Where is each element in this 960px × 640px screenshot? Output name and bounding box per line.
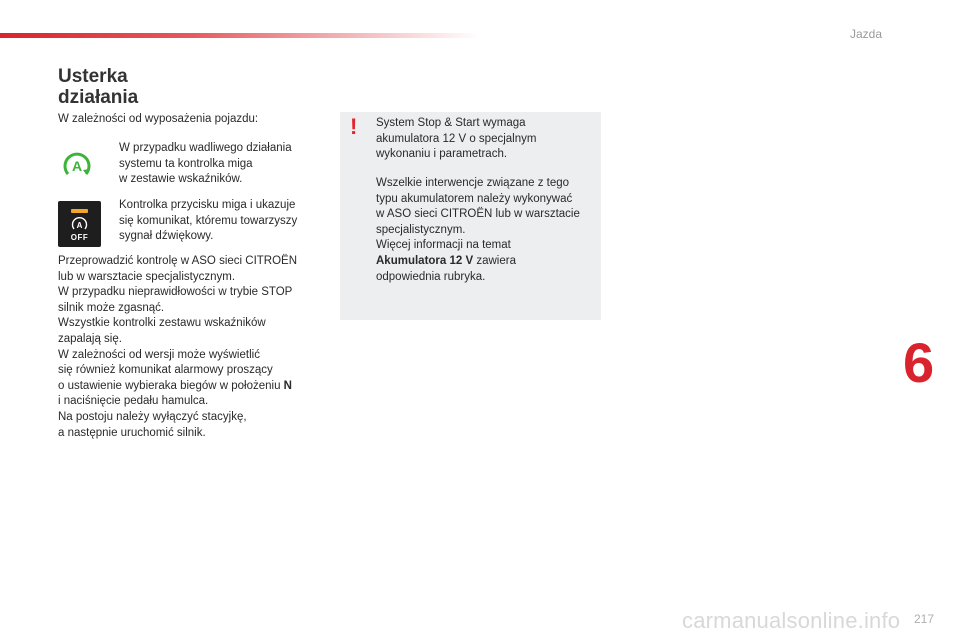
header-accent-bar: [0, 33, 480, 38]
notice-paragraph-2: [376, 176, 601, 285]
off-label: OFF: [70, 233, 89, 242]
svg-text:A: A: [71, 158, 83, 174]
section-intro: W zależności od wyposażenia pojazdu:: [58, 113, 259, 125]
section-title: Usterka działania: [58, 66, 139, 108]
auto-arrow-icon: [70, 215, 89, 233]
notice-text-part-2: zawiera odpowiednia rubryka.: [376, 254, 516, 283]
notice-text-part-1: Wszelkie interwencje związane z tego typu akumulatorem należy wykonywać w ASO sieci CITROËN lub w warsztacie specjalistycznym. Więcej informacji na temat: [376, 177, 580, 252]
item-text-1: W przypadku wadliwego działania systemu ta kontrolka miga w zestawie wskaźników.: [119, 142, 292, 186]
chapter-number: 6: [903, 331, 935, 394]
warning-exclamation-icon: !: [350, 114, 358, 139]
body-text-part-1: Przeprowadzić kontrolę w ASO sieci CITROËN lub w warsztacie specjalistycznym. W przypadku nieprawidłowości w trybie STOP silnik może zgasnąć. Wszystkie kontrolki zestawu wskaźników zapalają się. W zależności od wersji może wyświetlić się również komunikat alarmowy proszący o ustawienie wybieraka biegów w położeniu: [58, 255, 298, 392]
item-text-2: Kontrolka przycisku miga i ukazuje się komunikat, któremu towarzyszy sygnał dźwiękowy.: [119, 199, 298, 243]
notice-paragraph-1: System Stop & Start wymaga akumulatora 12 V o specjalnym wykonaniu i parametrach.: [376, 117, 537, 161]
body-text-bold: N: [283, 379, 292, 392]
svg-text:A: A: [76, 221, 83, 230]
stop-start-green-icon: [60, 148, 94, 182]
indicator-bar: [71, 209, 88, 213]
body-text-part-2: i naciśnięcie pedału hamulca. Na postoju należy wyłączyć stacyjkę, a następnie uruchomić silnik.: [58, 395, 247, 439]
page-number: 217: [914, 612, 935, 626]
body-text: [58, 254, 328, 441]
stop-start-off-button-icon: [58, 201, 101, 247]
watermark: carmanualsonline.info: [682, 608, 901, 633]
chapter-label: Jazda: [850, 27, 883, 41]
notice-text-bold: Akumulatora 12 V: [376, 254, 474, 267]
